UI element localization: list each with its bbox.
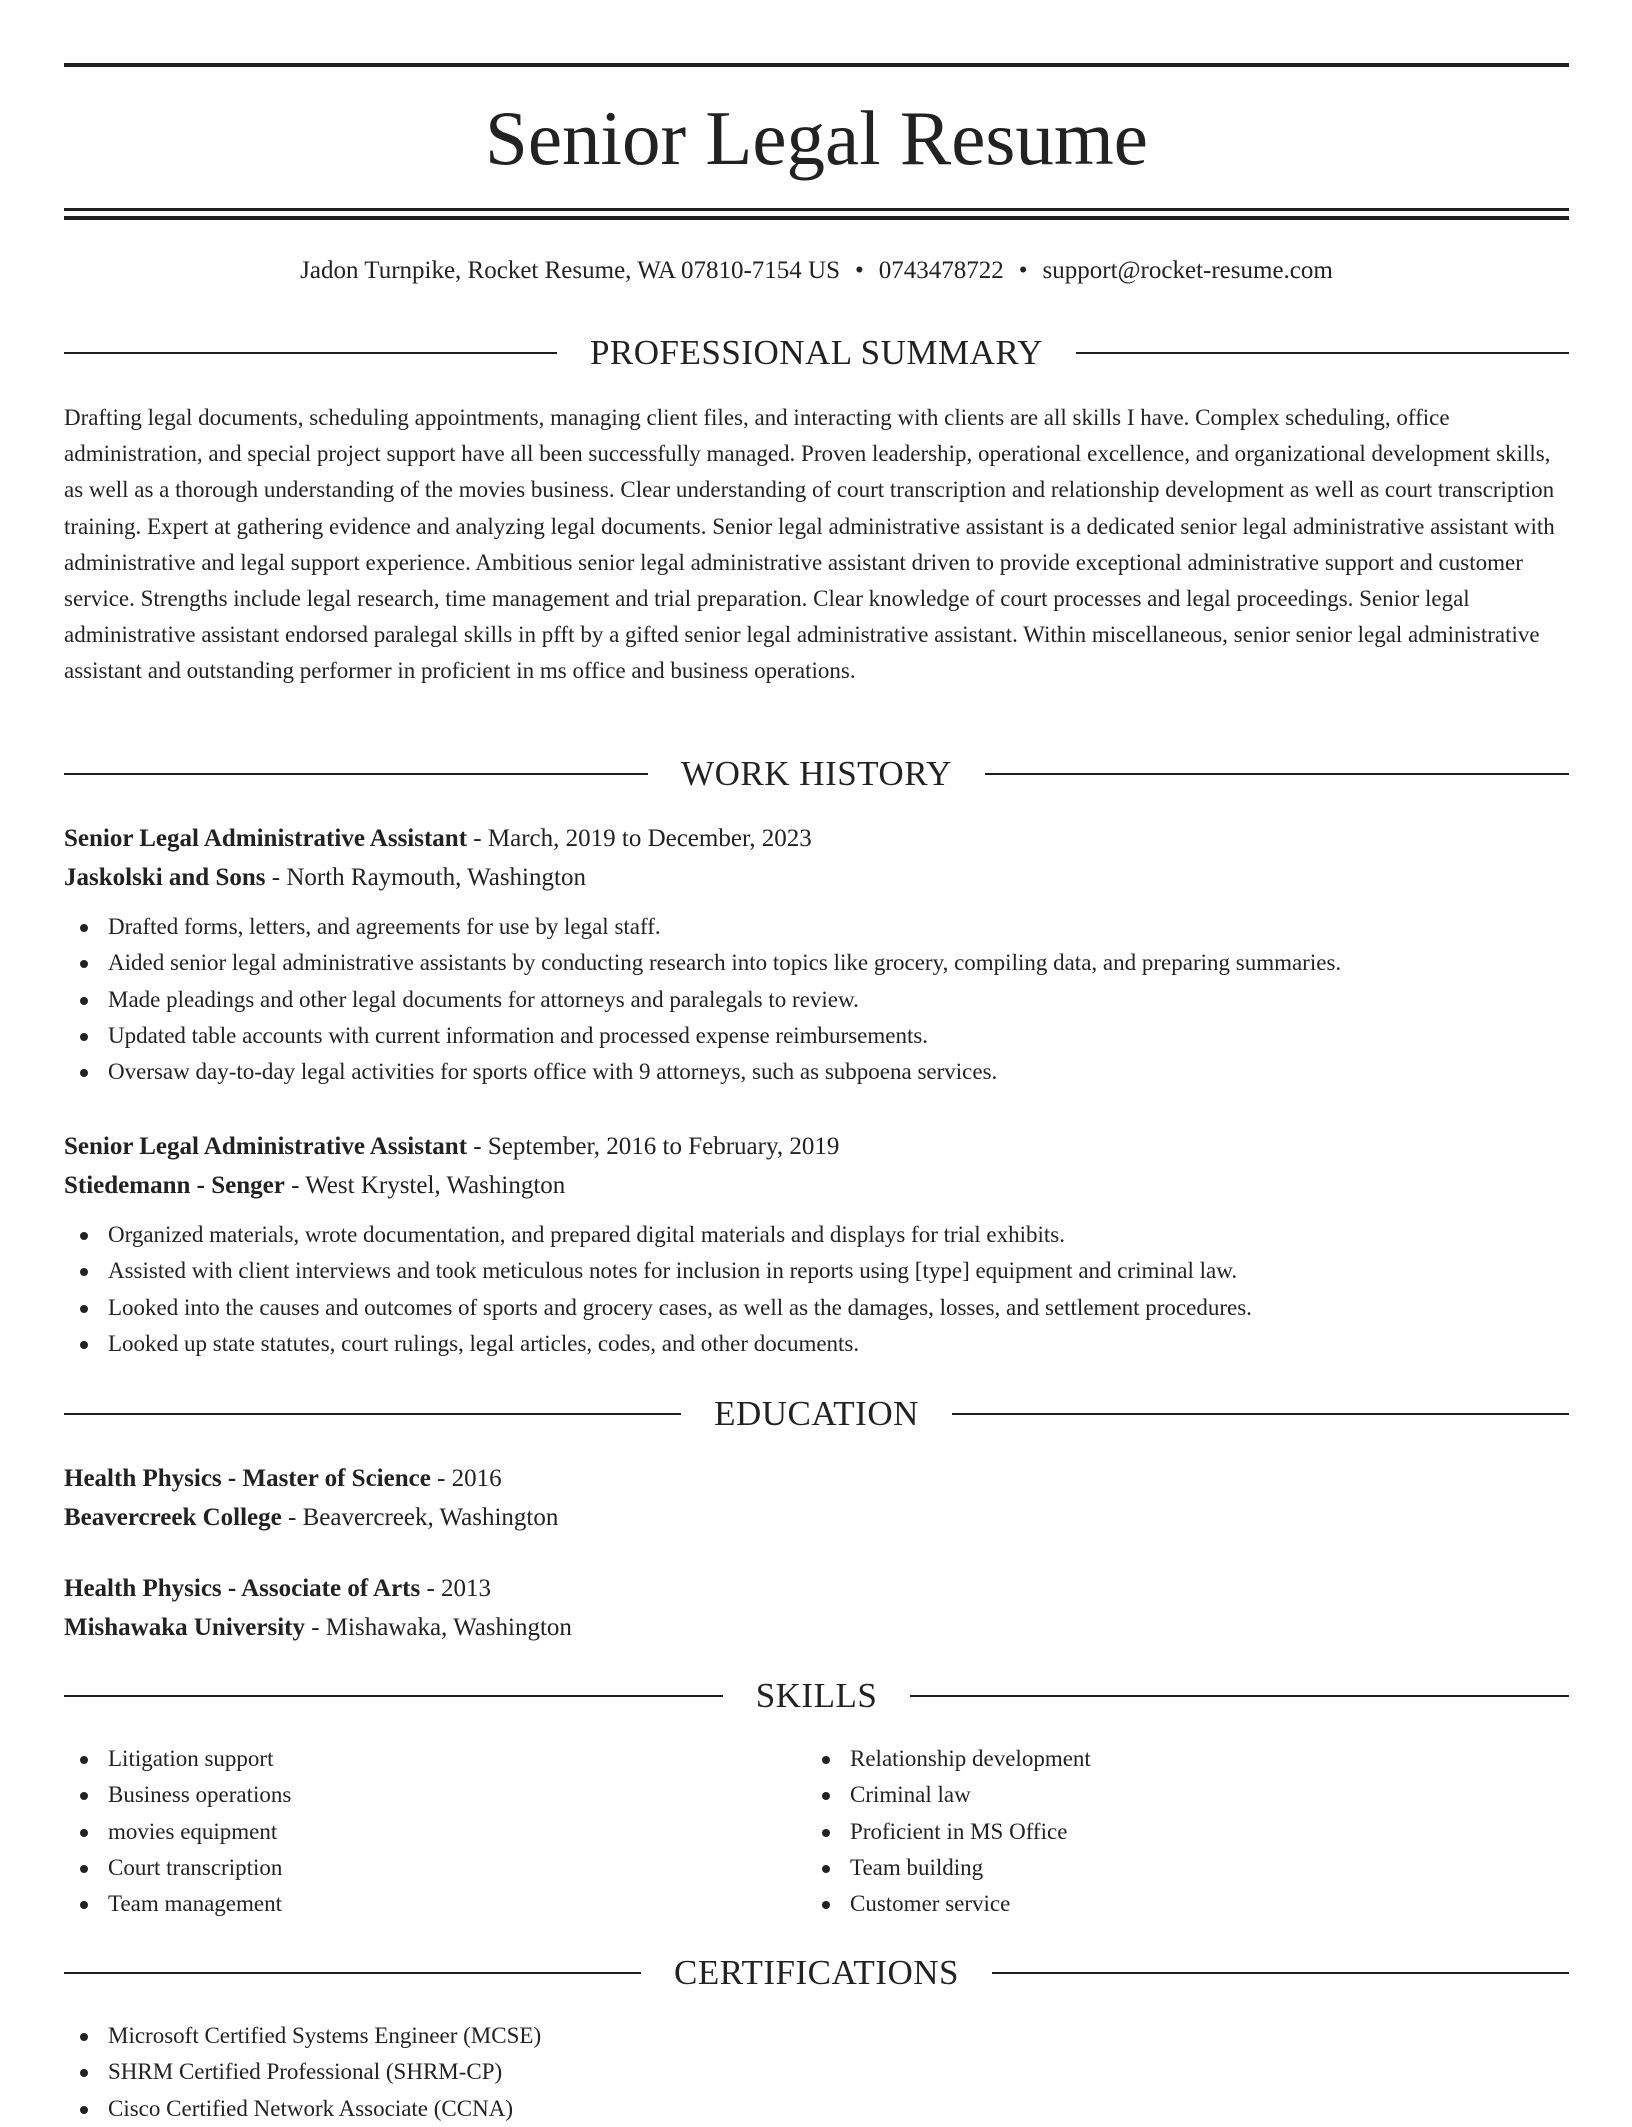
degree-year: - 2016 bbox=[430, 1465, 502, 1492]
heading-rule-right bbox=[1076, 352, 1569, 354]
job-company: Jaskolski and Sons bbox=[64, 864, 266, 891]
section-title: SKILLS bbox=[755, 1676, 878, 1715]
title-rule-lower bbox=[64, 216, 1569, 220]
list-item: Team building bbox=[806, 1850, 1548, 1886]
section-title: EDUCATION bbox=[714, 1394, 919, 1433]
degree-year: - 2013 bbox=[420, 1575, 492, 1602]
list-item: Court transcription bbox=[64, 1850, 806, 1886]
contact-address: Jadon Turnpike, Rocket Resume, WA 07810-7154 US bbox=[300, 257, 840, 284]
section-heading-summary bbox=[64, 331, 1569, 375]
job-company: Stiedemann - Senger bbox=[64, 1172, 285, 1199]
list-item: Organized materials, wrote documentation, and prepared digital materials and displays for trial exhibits. bbox=[64, 1217, 1569, 1253]
degree-line bbox=[64, 1569, 1569, 1608]
section-heading-skills bbox=[64, 1674, 1569, 1718]
list-item: SHRM Certified Professional (SHRM-CP) bbox=[64, 2054, 1569, 2090]
heading-rule-left bbox=[64, 1972, 641, 1974]
heading-rule-left bbox=[64, 773, 648, 775]
job-title: Senior Legal Administrative Assistant bbox=[64, 1133, 468, 1160]
list-item: Updated table accounts with current information and processed expense reimbursements. bbox=[64, 1018, 1569, 1054]
contact-phone: 0743478722 bbox=[878, 257, 1004, 284]
job-location: - North Raymouth, Washington bbox=[265, 864, 586, 891]
heading-rule-left bbox=[64, 1413, 681, 1415]
job-bullets bbox=[64, 1217, 1569, 1362]
contact-separator: • bbox=[1018, 257, 1028, 284]
list-item: Criminal law bbox=[806, 1777, 1548, 1813]
list-item: Assisted with client interviews and took meticulous notes for inclusion in reports using [type] equipment and criminal law. bbox=[64, 1253, 1569, 1289]
education-entry bbox=[64, 1569, 1569, 1647]
school: Mishawaka University bbox=[64, 1614, 305, 1641]
heading-rule-right bbox=[952, 1413, 1569, 1415]
contact-line bbox=[64, 254, 1569, 288]
job-company-line bbox=[64, 858, 1569, 897]
skills-list bbox=[64, 1741, 1569, 1922]
contact-separator: • bbox=[855, 257, 864, 284]
section-title: PROFESSIONAL SUMMARY bbox=[589, 333, 1044, 372]
heading-rule-right bbox=[992, 1972, 1569, 1974]
degree-line bbox=[64, 1459, 1569, 1498]
job-title-line bbox=[64, 819, 1569, 858]
list-item: Relationship development bbox=[806, 1741, 1548, 1777]
job-dates: - March, 2019 to December, 2023 bbox=[467, 825, 812, 852]
job-dates: - September, 2016 to February, 2019 bbox=[467, 1133, 840, 1160]
list-item: Made pleadings and other legal documents for attorneys and paralegals to review. bbox=[64, 982, 1569, 1018]
list-item: Aided senior legal administrative assistants by conducting research into topics like grocery, compiling data, and preparing summaries. bbox=[64, 945, 1569, 981]
section-title: WORK HISTORY bbox=[681, 754, 952, 793]
job-title-line bbox=[64, 1127, 1569, 1166]
heading-rule-right bbox=[985, 773, 1569, 775]
title-rule-upper bbox=[64, 208, 1569, 211]
list-item: Microsoft Certified Systems Engineer (MCSE) bbox=[64, 2018, 1569, 2054]
job-entry bbox=[64, 1127, 1569, 1362]
job-company-line bbox=[64, 1166, 1569, 1205]
job-title: Senior Legal Administrative Assistant bbox=[64, 825, 468, 852]
list-item: Looked up state statutes, court rulings, legal articles, codes, and other documents. bbox=[64, 1326, 1569, 1362]
section-heading-education bbox=[64, 1392, 1569, 1436]
school-line bbox=[64, 1498, 1569, 1537]
section-title: CERTIFICATIONS bbox=[674, 1953, 959, 1992]
job-entry bbox=[64, 819, 1569, 1090]
school-location: - Beavercreek, Washington bbox=[281, 1504, 559, 1531]
list-item: Customer service bbox=[806, 1886, 1548, 1922]
page-title: Senior Legal Resume bbox=[485, 95, 1148, 181]
list-item: Team management bbox=[64, 1886, 806, 1922]
contact-email: support@rocket-resume.com bbox=[1042, 257, 1333, 284]
section-heading-work bbox=[64, 752, 1569, 796]
degree: Health Physics - Master of Science bbox=[64, 1465, 431, 1492]
heading-rule-right bbox=[910, 1695, 1569, 1697]
section-heading-certifications bbox=[64, 1951, 1569, 1995]
degree: Health Physics - Associate of Arts bbox=[64, 1575, 421, 1602]
job-bullets bbox=[64, 909, 1569, 1090]
list-item: Drafted forms, letters, and agreements for use by legal staff. bbox=[64, 909, 1569, 945]
certifications-bullets bbox=[64, 2018, 1569, 2127]
list-item: Looked into the causes and outcomes of sports and grocery cases, as well as the damages, losses, and settlement procedures. bbox=[64, 1290, 1569, 1326]
summary-paragraph: Drafting legal documents, scheduling appointments, managing client files, and interacting with clients are all skills I have. Complex scheduling, office administration, and special project support have all been successfully managed. Proven leadership, operational excellence, and organizational development skills, as well as a thorough understanding of the movies business. Clear understanding of court transcription and relationship development as well as court transcription training. Expert at gathering evidence and analyzing legal documents. Senior legal administrative assistant is a dedicated senior legal administrative assistant with administrative and legal support experience. Ambitious senior legal administrative assistant driven to provide exceptional administrative support and customer service. Strengths include legal research, time management and trial preparation. Clear knowledge of court processes and legal proceedings. Senior legal administrative assistant endorsed paralegal skills in pfft by a gifted senior legal administrative assistant. Within miscellaneous, senior senior legal administrative assistant and outstanding performer in proficient in ms office and business operations. bbox=[64, 405, 1555, 684]
school-line bbox=[64, 1608, 1569, 1647]
list-item: movies equipment bbox=[64, 1814, 806, 1850]
school-location: - Mishawaka, Washington bbox=[304, 1614, 572, 1641]
heading-rule-left bbox=[64, 1695, 723, 1697]
skills-column-left bbox=[64, 1741, 806, 1922]
school: Beavercreek College bbox=[64, 1504, 282, 1531]
list-item: Business operations bbox=[64, 1777, 806, 1813]
certifications-list bbox=[64, 2018, 1569, 2127]
list-item: Cisco Certified Network Associate (CCNA) bbox=[64, 2091, 1569, 2127]
education-entry bbox=[64, 1459, 1569, 1537]
list-item: Proficient in MS Office bbox=[806, 1814, 1548, 1850]
list-item: Oversaw day-to-day legal activities for sports office with 9 attorneys, such as subpoena services. bbox=[64, 1054, 1569, 1090]
heading-rule-left bbox=[64, 352, 557, 354]
skills-column-right bbox=[806, 1741, 1548, 1922]
job-location: - West Krystel, Washington bbox=[284, 1172, 566, 1199]
list-item: Litigation support bbox=[64, 1741, 806, 1777]
top-rule bbox=[64, 63, 1569, 67]
